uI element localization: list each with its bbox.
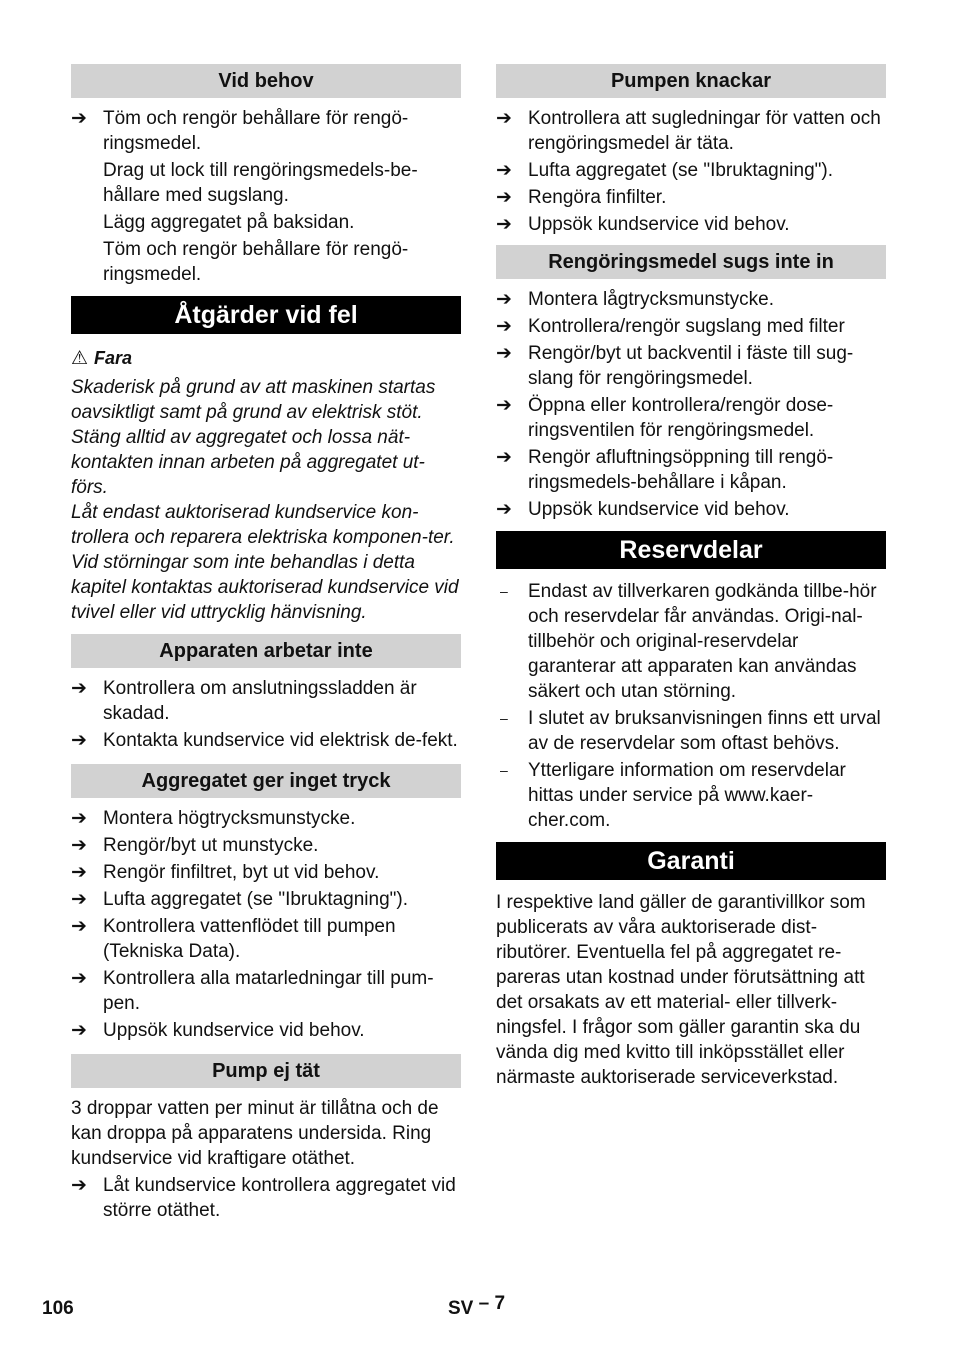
list-item: ➔ Rengör/byt ut backventil i fäste till sug-slang för rengöringsmedel.	[496, 343, 854, 389]
arrow-right-icon: ➔	[496, 160, 512, 181]
list-item: ➔ Rengör finfiltret, byt ut vid behov.	[71, 862, 380, 883]
list-item: ➔ Kontrollera vattenflödet till pumpen (Tekniska Data).	[71, 916, 396, 962]
list-item: ➔ Uppsök kundservice vid behov.	[496, 499, 790, 520]
section-atgarder-vid-fel: Åtgärder vid fel	[71, 296, 461, 334]
list-item: ➔ Rengör/byt ut munstycke.	[71, 835, 319, 856]
list-item: – Ytterligare information om reservdelar hittas under service på www.kaer-cher.com.	[500, 760, 846, 831]
paragraph: I respektive land gäller de garantivillkor som publicerats av våra auktoriserade dist-ributörer. Eventuella fel på aggregatet re-pareras utan kostnad under förutsättning att det orsakats av ett material- eller tillverk-ningsfel. I frågor som gäller garantin ska du vända dig med kvitto till inköpsstället eller närmaste auktoriserade serviceverkstad.	[496, 892, 866, 1088]
arrow-right-icon: ➔	[71, 808, 87, 829]
arrow-right-icon: ➔	[71, 108, 87, 129]
heading-apparaten-arbetar-inte: Apparaten arbetar inte	[71, 634, 461, 668]
arrow-right-icon: ➔	[496, 316, 512, 337]
list-item: ➔ Kontrollera alla matarledningar till pum-pen.	[71, 968, 434, 1014]
arrow-right-icon: ➔	[71, 862, 87, 883]
warning-text: Låt endast auktoriserad kundservice kon-trollera och reparera elektriska komponen-ter.	[71, 502, 455, 548]
warning-heading: ⚠ Fara	[71, 348, 133, 369]
list-item: ➔ Rengöra finfilter.	[496, 187, 667, 208]
left-column	[71, 64, 461, 1225]
list-continuation: Töm och rengör behållare för rengö-ringsmedel.	[103, 239, 409, 285]
list-item: – Endast av tillverkaren godkända tillbe-hör och reservdelar får användas. Origi-nal-tillbehör och original-reservdelar garanterar att apparaten kan användas säkert och utan störning.	[500, 581, 877, 702]
arrow-right-icon: ➔	[496, 395, 512, 416]
warning-text: Skaderisk på grund av att maskinen startas oavsiktligt samt på grund av elektrisk stöt. Stäng alltid av aggregatet och lossa nät-kontakten innan arbeten på aggregatet ut-förs.	[71, 377, 436, 498]
list-item: ➔ Uppsök kundservice vid behov.	[496, 214, 790, 235]
arrow-right-icon: ➔	[496, 214, 512, 235]
list-item: ➔ Rengör afluftningsöppning till rengö-ringsmedels-behållare i kåpan.	[496, 447, 834, 493]
list-item: ➔ Montera lågtrycksmunstycke.	[496, 289, 775, 310]
list-item: ➔ Lufta aggregatet (se "Ibruktagning").	[496, 160, 834, 181]
arrow-right-icon: ➔	[496, 289, 512, 310]
list-continuation: Drag ut lock till rengöringsmedels-be-hållare med sugslang.	[103, 160, 418, 206]
arrow-right-icon: ➔	[71, 678, 87, 699]
list-item: ➔ Öppna eller kontrollera/rengör dose-ringsventilen för rengöringsmedel.	[496, 395, 834, 441]
paragraph: 3 droppar vatten per minut är tillåtna och de kan droppa på apparatens undersida. Ring kundservice vid kraftigare otäthet.	[71, 1098, 439, 1169]
arrow-right-icon: ➔	[496, 187, 512, 208]
list-item: ➔ Kontrollera att sugledningar för vatten och rengöringsmedel är täta.	[496, 108, 881, 154]
arrow-right-icon: ➔	[496, 447, 512, 468]
arrow-right-icon: ➔	[496, 499, 512, 520]
heading-pumpen-knackar: Pumpen knackar	[496, 64, 886, 98]
section-reservdelar: Reservdelar	[496, 531, 886, 569]
warning-text: Vid störningar som inte behandlas i detta kapitel kontaktas auktoriserad kundservice vid tvivel eller vid uttrycklig hänvisning.	[71, 552, 459, 623]
heading-aggregatet-ger-inget-tryck: Aggregatet ger inget tryck	[71, 764, 461, 798]
footer-page-label: SV – 7	[448, 1293, 506, 1319]
list-item: ➔ Töm och rengör behållare för rengö-ringsmedel.	[71, 108, 409, 154]
arrow-right-icon: ➔	[71, 730, 87, 751]
list-continuation: Lägg aggregatet på baksidan.	[103, 212, 355, 233]
arrow-right-icon: ➔	[71, 889, 87, 910]
heading-vid-behov: Vid behov	[71, 64, 461, 98]
right-column	[496, 64, 886, 1092]
arrow-right-icon: ➔	[71, 835, 87, 856]
list-item: ➔ Lufta aggregatet (se "Ibruktagning").	[71, 889, 409, 910]
list-item: ➔ Uppsök kundservice vid behov.	[71, 1020, 365, 1041]
arrow-right-icon: ➔	[71, 1020, 87, 1041]
list-item: ➔ Kontakta kundservice vid elektrisk de-fekt.	[71, 730, 458, 751]
arrow-right-icon: ➔	[496, 343, 512, 364]
dash-bullet-icon: –	[500, 762, 508, 778]
warning-triangle-icon: ⚠	[71, 348, 89, 369]
list-item: ➔ Låt kundservice kontrollera aggregatet vid större otäthet.	[71, 1175, 456, 1221]
arrow-right-icon: ➔	[71, 968, 87, 989]
page-number: 106	[42, 1298, 74, 1319]
list-item: ➔ Kontrollera/rengör sugslang med filter	[496, 316, 845, 337]
list-item: – I slutet av bruksanvisningen finns ett urval av de reservdelar som oftast behövs.	[500, 708, 881, 754]
heading-rengoringsmedel-sugs-inte-in: Rengöringsmedel sugs inte in	[496, 245, 886, 279]
heading-pump-ej-tat: Pump ej tät	[71, 1054, 461, 1088]
list-item: ➔ Montera högtrycksmunstycke.	[71, 808, 356, 829]
arrow-right-icon: ➔	[71, 916, 87, 937]
section-garanti: Garanti	[496, 842, 886, 880]
arrow-right-icon: ➔	[496, 108, 512, 129]
dash-bullet-icon: –	[500, 583, 508, 599]
arrow-right-icon: ➔	[71, 1175, 87, 1196]
list-item: ➔ Kontrollera om anslutningssladden är skadad.	[71, 678, 417, 724]
dash-bullet-icon: –	[500, 710, 508, 726]
